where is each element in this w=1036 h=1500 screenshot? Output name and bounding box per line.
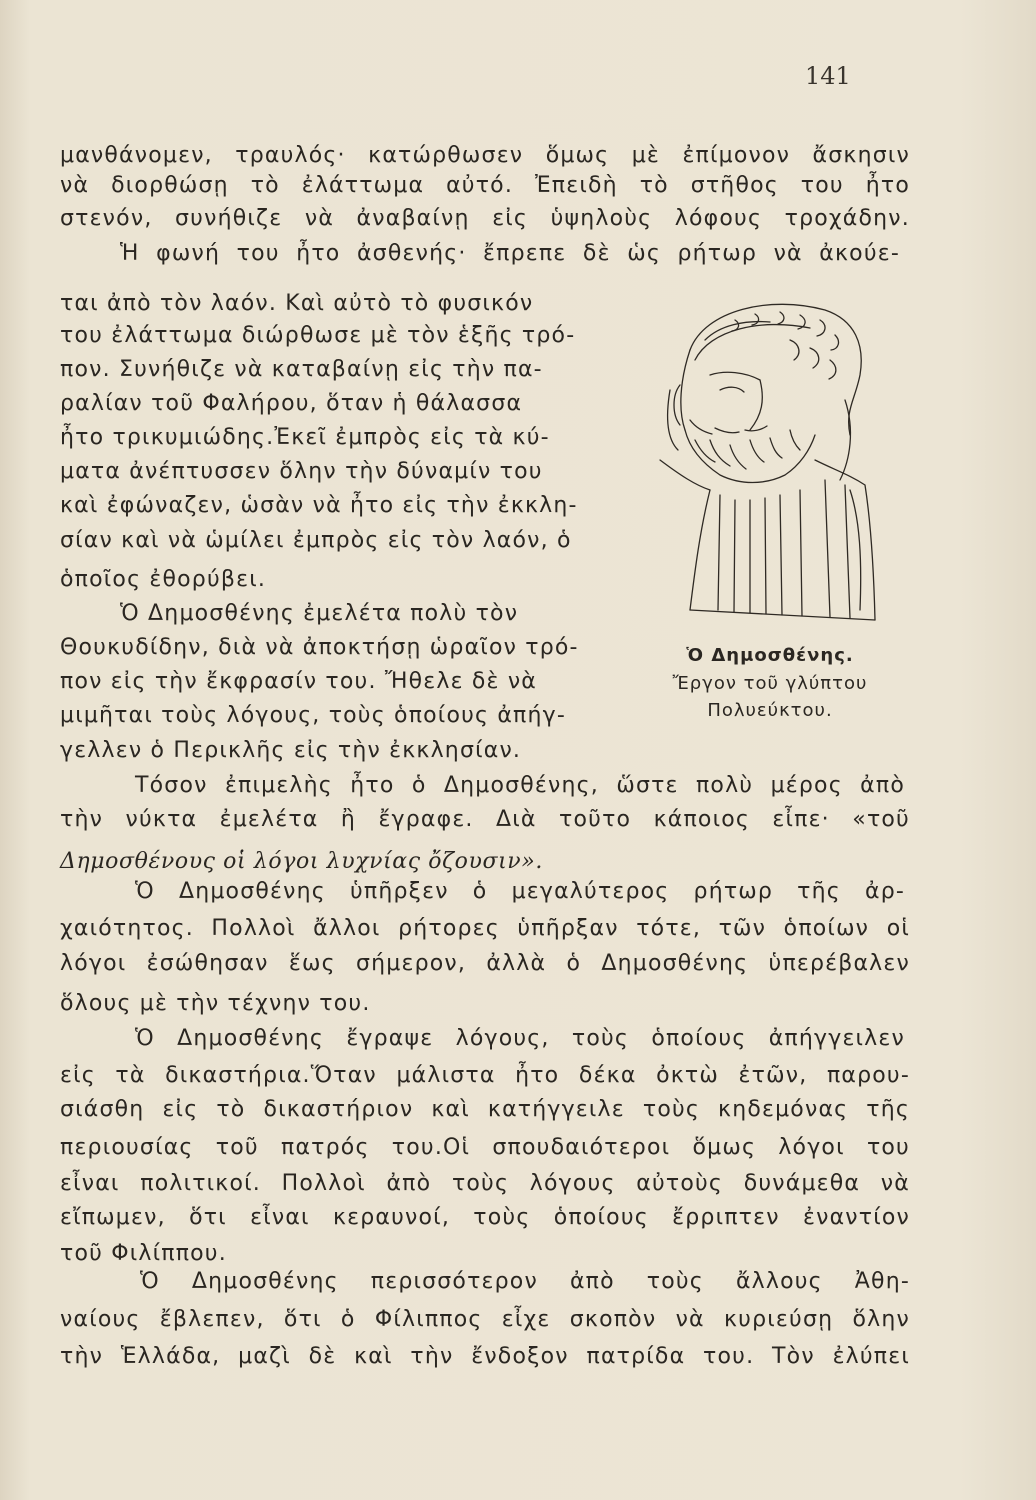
text-line: Ὁ Δημοσθένης ὑπῆρξεν ὁ μεγαλύτερος ρήτωρ τῆς ἀρ- <box>135 879 905 904</box>
figure-caption-line: Πολυεύκτου. <box>707 700 833 721</box>
text-line: εἰς τὰ δικαστήρια.Ὅταν μάλιστα ἦτο δέκα ὀκτὼ ἐτῶν, παρου- <box>60 1063 910 1088</box>
text-line: ἦτο τρικυμιώδης.Ἐκεῖ ἐμπρὸς εἰς τὰ κύ- <box>60 425 550 450</box>
text-line: μανθάνομεν, τραυλός· κατώρθωσεν ὅμως μὲ ἐπίμονον ἄσκησιν <box>60 143 910 168</box>
text-line: καὶ ἐφώναζεν, ὡσὰν νὰ ἦτο εἰς τὴν ἐκκλη- <box>60 493 578 518</box>
page-number: 141 <box>805 62 851 90</box>
text-line: τὴν Ἑλλάδα, μαζὶ δὲ καὶ τὴν ἔνδοξον πατρίδα του. Τὸν ἐλύπει <box>60 1344 910 1369</box>
text-line: ραλίαν τοῦ Φαλήρου, ὅταν ἡ θάλασσα <box>60 391 523 416</box>
text-line: Ὁ Δημοσθένης ἔγραψε λόγους, τοὺς ὁποίους ἀπήγγειλεν <box>135 1026 905 1051</box>
text-line: λόγοι ἐσώθησαν ἕως σήμερον, ἀλλὰ ὁ Δημοσθένης ὑπερέβαλεν <box>60 951 910 976</box>
text-line: χαιότητος. Πολλοὶ ἄλλοι ρήτορες ὑπῆρξαν τότε, τῶν ὁποίων οἱ <box>60 916 910 941</box>
text-line: Ὁ Δημοσθένης περισσότερον ἀπὸ τοὺς ἄλλους Ἀθη- <box>140 1269 910 1294</box>
text-line: ὁποῖος ἐθορύβει. <box>60 567 267 592</box>
text-line: σίαν καὶ νὰ ὡμίλει ἐμπρὸς εἰς τὸν λαόν, ὁ <box>60 528 572 553</box>
text-line: Ὁ Δημοσθένης ἐμελέτα πολὺ τὸν <box>120 601 519 626</box>
text-line: νὰ διορθώσῃ τὸ ἐλάττωμα αὐτό. Ἐπειδὴ τὸ στῆθος του ἦτο <box>60 173 910 198</box>
text-line: μιμῆται τοὺς λόγους, τοὺς ὁποίους ἀπήγ- <box>60 703 566 728</box>
text-line: Ἡ φωνή του ἦτο ἀσθενής· ἔπρεπε δὲ ὡς ρήτωρ νὰ ἀκούε- <box>120 241 900 266</box>
text-line: Θουκυδίδην, διὰ νὰ ἀποκτήσῃ ὡραῖον τρό- <box>60 635 579 660</box>
text-line: γελλεν ὁ Περικλῆς εἰς τὴν ἐκκλησίαν. <box>60 738 522 763</box>
text-line: εἴπωμεν, ὅτι εἶναι κεραυνοί, τοὺς ὁποίους ἔρριπτεν ἐναντίον <box>60 1205 910 1230</box>
text-line: στενόν, συνήθιζε νὰ ἀναβαίνῃ εἰς ὑψηλοὺς λόφους τροχάδην. <box>60 206 910 231</box>
text-line: ματα ἀνέπτυσσεν ὅλην τὴν δύναμίν του <box>60 459 543 484</box>
text-line: τοῦ Φιλίππου. <box>60 1241 227 1266</box>
text-line-italic: Δημοσθένους οἱ λόγοι λυχνίας ὄζουσιν». <box>60 849 543 874</box>
text-line: σιάσθη εἰς τὸ δικαστήριον καὶ κατήγγειλε τοὺς κηδεμόνας τῆς <box>60 1097 910 1122</box>
text-line: πον εἰς τὴν ἔκφρασίν του. Ἤθελε δὲ νὰ <box>60 669 538 694</box>
text-line: περιουσίας τοῦ πατρός του.Οἱ σπουδαιότεροι ὅμως λόγοι του <box>60 1135 910 1160</box>
text-line: πον. Συνήθιζε νὰ καταβαίνῃ εἰς τὴν πα- <box>60 357 543 382</box>
text-line: του ἐλάττωμα διώρθωσε μὲ τὸν ἑξῆς τρό- <box>60 323 576 348</box>
text-line: Τόσον ἐπιμελὴς ἦτο ὁ Δημοσθένης, ὥστε πολὺ μέρος ἀπὸ <box>135 773 905 798</box>
text-line: τὴν νύκτα ἐμελέτα ἢ ἔγραφε. Διὰ τοῦτο κάποιος εἶπε· «τοῦ <box>60 807 910 832</box>
bust-figure <box>640 290 900 730</box>
text-line: εἶναι πολιτικοί. Πολλοὶ ἀπὸ τοὺς λόγους αὐτοὺς δυνάμεθα νὰ <box>60 1171 910 1196</box>
bust-of-demosthenes-illustration <box>650 290 880 630</box>
figure-caption-line: Ἔργον τοῦ γλύπτου <box>672 673 868 694</box>
text-line: ται ἀπὸ τὸν λαόν. Καὶ αὐτὸ τὸ φυσικόν <box>60 291 534 316</box>
figure-caption-title: Ὁ Δημοσθένης. <box>686 645 854 666</box>
text-line: ναίους ἔβλεπεν, ὅτι ὁ Φίλιππος εἶχε σκοπὸν νὰ κυριεύσῃ ὅλην <box>60 1307 910 1332</box>
text-line: ὅλους μὲ τὴν τέχνην του. <box>60 991 371 1016</box>
